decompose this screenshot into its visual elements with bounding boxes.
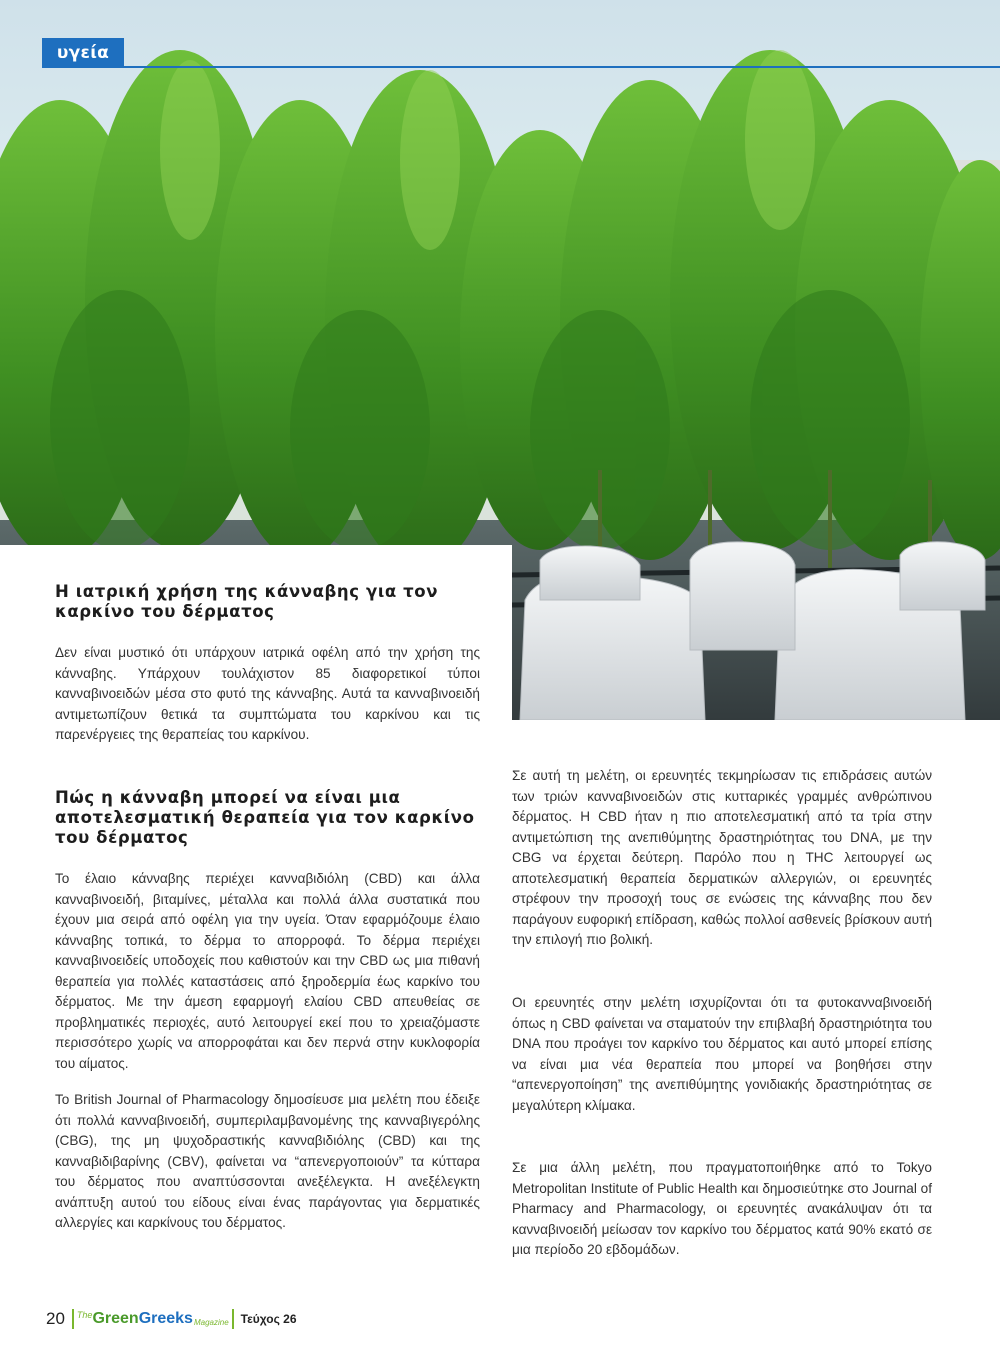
section-tag: υγεία xyxy=(42,38,124,68)
brand-the: The xyxy=(76,1310,93,1320)
section-divider xyxy=(124,66,1000,68)
page-number: 20 xyxy=(46,1309,65,1328)
paragraph-intro: Δεν είναι μυστικό ότι υπάρχουν ιατρικά οφέλη από την χρήση της κάνναβης. Υπάρχουν τουλάχιστον 85 διαφορετικοί τύποι κανναβινοειδών μέσα στο φυτό της κάνναβης. Αυτά τα κανναβινοειδή αντιμετωπίζουν θετικά τα συμπτώματα του καρκίνου και τις παρενέργειες της θεραπείας του καρκίνου. xyxy=(55,645,480,742)
paragraph-phytocannabinoids: Οι ερευνητές στην μελέτη ισχυρίζονται ότι τα φυτοκανναβινοειδή όπως η CBD φαίνεται να σταματούν την επιβλαβή δραστηριότητα του DNA που προάγει τον καρκίνο του δέρματος και αυτό μπορεί επίσης να είναι μια νέα θεραπεία που μπορεί να βοηθήσει στην “απενεργοποίηση” της ανεπιθύμητης γονιδιακής δραστηριότητας σε μεγαλύτερη κλίμακα. xyxy=(512,995,932,1113)
brand-greeks: Greeks xyxy=(138,1310,193,1327)
page-footer xyxy=(46,1305,297,1333)
footer-divider-2 xyxy=(232,1309,234,1329)
heading-medical-use: Η ιατρική χρήση της κάνναβης για τον καρκίνο του δέρματος xyxy=(55,582,439,621)
paragraph-british-journal: Το British Journal of Pharmacology δημοσίευσε μια μελέτη που έδειξε ότι πολλά κανναβινοειδή, συμπεριλαμβανομένης της κανναβιγερόλης (CBG), της μη ψυχοδραστικής κανναβιδιόλης (CBD) και της κανναβιδιβαρίνης (CBV), φαίνεται να “απενεργοποιούν” τα κύτταρα του δέρματος που αναπτύσσονται ανεξέλεγκτα. Η ανεξέλεγκτη ανάπτυξη αυτού του είδους είναι ένας παράγοντας για δερματικές αλλεργίες και καρκίνους του δέρματος. xyxy=(55,1092,480,1230)
brand-green: Green xyxy=(92,1310,139,1327)
brand-magazine: Magazine xyxy=(193,1318,229,1327)
heading-effective-treatment: Πώς η κάνναβη μπορεί να είναι μια αποτελεσματική θεραπεία για τον καρκίνο του δέρματος xyxy=(55,788,475,847)
paragraph-cannabis-oil: Το έλαιο κάνναβης περιέχει κανναβιδιόλη (CBD) και άλλα κανναβινοειδή, βιταμίνες, μέταλλα και πολλά άλλα συστατικά που έχουν μια σειρά από οφέλη για την υγεία. Όταν εφαρμόζουμε έλαιο κάνναβης τοπικά, το δέρμα το απορροφά. Το δέρμα περιέχει κανναβινοειδείς υποδοχείς που καθιστούν και την CBD ως μια πιθανή θεραπεία για πολλές καταστάσεις από ξηροδερμία έως καρκίνο του δέρματος. Με την άμεση εφαρμογή ελαίου CBD απευθείας σε προβληματικές περιοχές, αυτό λειτουργεί εκεί που το χρειαζόμαστε περισσότερο χωρίς να απορροφάται και δεν περνά στην κυκλοφορία του αίματος. xyxy=(55,871,480,1071)
issue-number: Τεύχος 26 xyxy=(240,1312,297,1326)
paragraph-tokyo-study: Σε μια άλλη μελέτη, που πραγματοποιήθηκε από το Tokyo Metropolitan Institute of Public Health και δημοσιεύτηκε στο Journal of Pharmacy and Pharmacology, οι ερευνητές ανακάλυψαν ότι τα κανναβινοειδή μείωσαν τον καρκίνο του δέρματος κατά 90% εκατό σε μια περίοδο 20 εβδομάδων. xyxy=(512,1160,932,1257)
paragraph-study-effects: Σε αυτή τη μελέτη, οι ερευνητές τεκμηρίωσαν τις επιδράσεις αυτών των τριών κανναβινοειδών στις κυτταρικές γραμμές ανθρώπινου δέρματος. Η CBD ήταν η πιο αποτελεσματική από τα τρία στην αντιμετώπιση της ανεπιθύμητης δραστηριότητας του DNA, με την CBG να έρχεται δεύτερη. Παρόλο που η THC λειτουργεί ως αποτελεσματική θεραπεία δερματικών αλλεργιών, οι ερευνητές στρέφουν την προσοχή τους σε ενώσεις της κάνναβης που δεν παράγουν ευφορική επίδραση, καθώς πολλοί ασθενείς βρίσκουν αυτή την επιλογή πιο βολική. xyxy=(512,768,932,947)
footer-divider xyxy=(72,1309,74,1329)
